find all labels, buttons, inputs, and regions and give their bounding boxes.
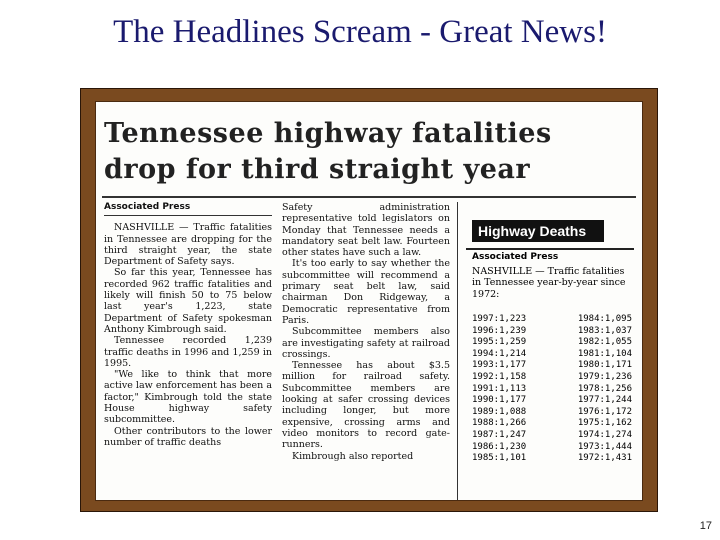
stat-row: 1981:1,104 xyxy=(577,348,632,359)
paragraph: Tennessee recorded 1,239 traffic deaths in 1996 and 1,259 in 1995. xyxy=(104,335,272,369)
stat-row: 1994:1,214 xyxy=(472,348,527,359)
paragraph: Other contributors to the lower number of traffic deaths xyxy=(104,425,272,448)
stat-row: 1973:1,444 xyxy=(577,441,632,452)
newspaper-clipping xyxy=(95,101,643,501)
paragraph: So far this year, Tennessee has recorded 962 traffic fatalities and likely will finish 50 to 75 below last year's 1,223, state Department of Safety spokesman Anthony Kimbrough said. xyxy=(104,267,272,335)
stat-row: 1972:1,431 xyxy=(577,453,632,464)
paragraph: NASHVILLE — Traffic fatalities in Tennessee are dropping for the third straight year, the state Department of Safety says. xyxy=(104,222,272,268)
headline-line-1: Tennessee highway fatalities xyxy=(104,118,552,149)
sidebar-rule xyxy=(466,248,634,250)
stat-row: 1979:1,236 xyxy=(577,371,632,382)
stat-row: 1988:1,266 xyxy=(472,418,527,429)
article-headline xyxy=(104,116,634,188)
article-column-1 xyxy=(104,202,272,448)
slide-title: The Headlines Scream - Great News! xyxy=(113,14,607,50)
stat-row: 1986:1,230 xyxy=(472,441,527,452)
stat-row: 1983:1,037 xyxy=(577,325,632,336)
stat-row: 1997:1,223 xyxy=(472,314,527,324)
stats-left-column xyxy=(472,314,526,465)
stat-row: 1992:1,158 xyxy=(472,371,527,382)
column-divider xyxy=(457,202,458,501)
headline-line-2: drop for third straight year xyxy=(104,154,531,185)
stat-row: 1991:1,113 xyxy=(472,383,527,394)
stat-row: 1980:1,171 xyxy=(577,360,632,371)
stat-row: 1993:1,177 xyxy=(472,360,527,371)
paragraph: "We like to think that more active law enforcement has been a factor," Kimbrough told the state House highway safety subcommittee. xyxy=(104,369,272,426)
stat-row: 1975:1,162 xyxy=(577,418,632,429)
picture-frame xyxy=(80,88,658,512)
paragraph: Kimbrough also reported xyxy=(292,450,414,462)
stat-row: 1989:1,088 xyxy=(472,406,527,417)
sidebar-byline: Associated Press xyxy=(472,252,559,262)
sidebar-intro: NASHVILLE — Traffic fatalities in Tennessee year-by-year since 1972: xyxy=(472,266,626,300)
article-column-2 xyxy=(282,202,450,462)
paragraph: Safety administration representative told legislators on Monday that Tennessee needs a mandatory seat belt law. Fourteen other states have such a law. xyxy=(282,202,450,259)
page-number: 17 xyxy=(699,520,712,532)
stat-row: 1984:1,095 xyxy=(577,314,632,324)
stat-row: 1977:1,244 xyxy=(577,395,632,406)
stat-row: 1996:1,239 xyxy=(472,325,527,336)
stat-row: 1987:1,247 xyxy=(472,429,527,440)
fatality-statistics xyxy=(472,314,632,465)
stats-right-column xyxy=(578,314,632,465)
paragraph: Tennessee has about $3.5 million for railroad safety. Subcommittee members are looking at safer crossing devices including longer, but more expensive, crossing arms and video monitors to record gate-runners. xyxy=(282,360,450,451)
stat-row: 1995:1,259 xyxy=(472,337,527,348)
stat-row: 1974:1,274 xyxy=(577,429,632,440)
stat-row: 1978:1,256 xyxy=(577,383,632,394)
sidebar-text xyxy=(472,266,632,300)
paragraph: It's too early to say whether the subcommittee will recommend a primary seat belt law, said chairman Don Ridgeway, a Democratic representative from Paris. xyxy=(282,258,450,326)
stat-row: 1985:1,101 xyxy=(472,453,527,464)
stat-row: 1976:1,172 xyxy=(577,406,632,417)
sidebar-title: Highway Deaths xyxy=(472,220,604,242)
stat-row: 1990:1,177 xyxy=(472,395,527,406)
stat-row: 1982:1,055 xyxy=(577,337,632,348)
article-byline: Associated Press xyxy=(104,202,272,216)
paragraph: Subcommittee members also are investigating safety at railroad crossings. xyxy=(282,326,450,360)
headline-rule xyxy=(102,196,636,198)
